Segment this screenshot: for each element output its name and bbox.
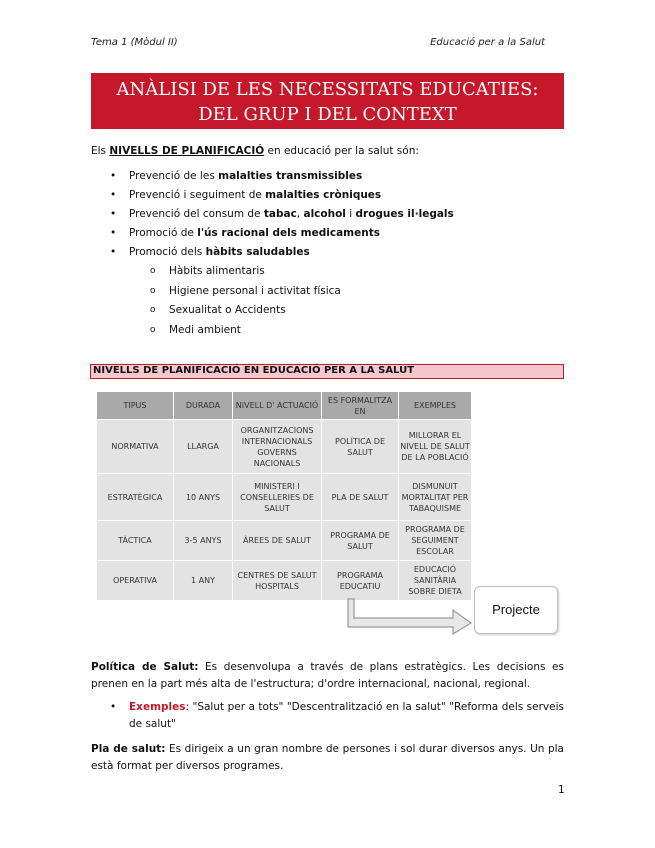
examples-text: : "Salut per a tots" "Descentralització en la salut" "Reforma dels serveis de salut" bbox=[129, 701, 564, 730]
list-item: • Prevenció i seguiment de malalties cròniques bbox=[110, 186, 454, 205]
section-title: NIVELLS DE PLANIFICACIÓ EN EDUCACIÓ PER A LA SALUT bbox=[90, 364, 564, 379]
planning-table bbox=[96, 391, 472, 601]
header-module: Tema 1 (Mòdul II) bbox=[91, 37, 178, 48]
table-cell: EDUCACIÓ SANITÀRIA SOBRE DIETA bbox=[399, 561, 472, 601]
table-row bbox=[97, 420, 472, 474]
politica-paragraph bbox=[91, 659, 564, 693]
list-item: o Sexualitat o Accidents bbox=[150, 301, 341, 321]
page-number: 1 bbox=[558, 784, 565, 796]
table-cell: ESTRATÈGICA bbox=[97, 474, 174, 521]
pla-label: Pla de salut: bbox=[91, 743, 166, 755]
table-cell: NORMATIVA bbox=[97, 420, 174, 474]
table-cell: PROGRAMA DE SALUT bbox=[322, 521, 399, 561]
table-row bbox=[97, 561, 472, 601]
title-line-1: ANÀLISI DE LES NECESSITATS EDUCATIES: bbox=[116, 79, 539, 100]
list-item: • Prevenció del consum de tabac, alcohol i drogues il·legals bbox=[110, 205, 454, 224]
intro-bold: NIVELLS DE PLANIFICACIÓ bbox=[109, 145, 265, 157]
table-cell: ÀREES DE SALUT bbox=[233, 521, 322, 561]
table-cell: ORGANITZACIONS INTERNACIONALS GOVERNS NACIONALS bbox=[233, 420, 322, 474]
table-row bbox=[97, 474, 472, 521]
table-header: DURADA bbox=[174, 392, 233, 420]
table-cell: OPERATIVA bbox=[97, 561, 174, 601]
table-cell: MILLORAR EL NIVELL DE SALUT DE LA POBLACIÓ bbox=[399, 420, 472, 474]
intro-suffix: en educació per la salut són: bbox=[264, 145, 419, 157]
table-cell: LLARGA bbox=[174, 420, 233, 474]
pla-paragraph bbox=[91, 741, 564, 775]
table-header: ES FORMALITZA EN bbox=[322, 392, 399, 420]
table-cell: PROGRAMA EDUCATIU bbox=[322, 561, 399, 601]
table-cell: MINISTERI I CONSELLERIES DE SALUT bbox=[233, 474, 322, 521]
examples-item: • Exemples: "Salut per a tots" "Descentralització en la salut" "Reforma dels serveis de salut" bbox=[110, 701, 564, 730]
habits-list bbox=[150, 262, 341, 340]
table-cell: POLÍTICA DE SALUT bbox=[322, 420, 399, 474]
table-header-row bbox=[97, 392, 472, 420]
examples-label: Exemples bbox=[129, 701, 186, 713]
table-cell: PROGRAMA DE SEGUIMENT ESCOLAR bbox=[399, 521, 472, 561]
table-cell: PLA DE SALUT bbox=[322, 474, 399, 521]
project-arrow-icon bbox=[345, 597, 475, 635]
project-box: Projecte bbox=[474, 586, 558, 634]
list-item: o Hàbits alimentaris bbox=[150, 262, 341, 282]
levels-list bbox=[110, 167, 454, 262]
intro-prefix: Els bbox=[91, 145, 110, 157]
table-row bbox=[97, 521, 472, 561]
list-item: • Promoció dels hàbits saludables bbox=[110, 243, 454, 262]
politica-label: Política de Salut: bbox=[91, 661, 199, 673]
table-cell: CENTRES DE SALUT HOSPITALS bbox=[233, 561, 322, 601]
header-subject: Educació per a la Salut bbox=[430, 37, 545, 48]
table-cell: 1 ANY bbox=[174, 561, 233, 601]
list-item: • Prevenció de les malalties transmissibles bbox=[110, 167, 454, 186]
list-item: o Medi ambient bbox=[150, 321, 341, 341]
pla-text: Es dirigeix a un gran nombre de persones i sol durar diversos anys. Un pla està format per diversos programes. bbox=[91, 743, 564, 772]
table-header: NIVELL D' ACTUACIÓ bbox=[233, 392, 322, 420]
politica-text: Es desenvolupa a través de plans estratègics. Les decisions es prenen en la part més alta de l'estructura; d'ordre internacional, nacional, regional. bbox=[91, 661, 564, 690]
table-header: EXEMPLES bbox=[399, 392, 472, 420]
table-header: TIPUS bbox=[97, 392, 174, 420]
list-item: • Promoció de l'ús racional dels medicaments bbox=[110, 224, 454, 243]
list-item: o Higiene personal i activitat física bbox=[150, 282, 341, 302]
table-cell: 10 ANYS bbox=[174, 474, 233, 521]
title-line-2: DEL GRUP I DEL CONTEXT bbox=[198, 104, 457, 125]
intro-text bbox=[91, 145, 419, 157]
table-cell: TÀCTICA bbox=[97, 521, 174, 561]
table-cell: 3-5 ANYS bbox=[174, 521, 233, 561]
table-cell: DISMUNUIT MORTALITAT PER TABAQUISME bbox=[399, 474, 472, 521]
page-title bbox=[91, 73, 564, 129]
